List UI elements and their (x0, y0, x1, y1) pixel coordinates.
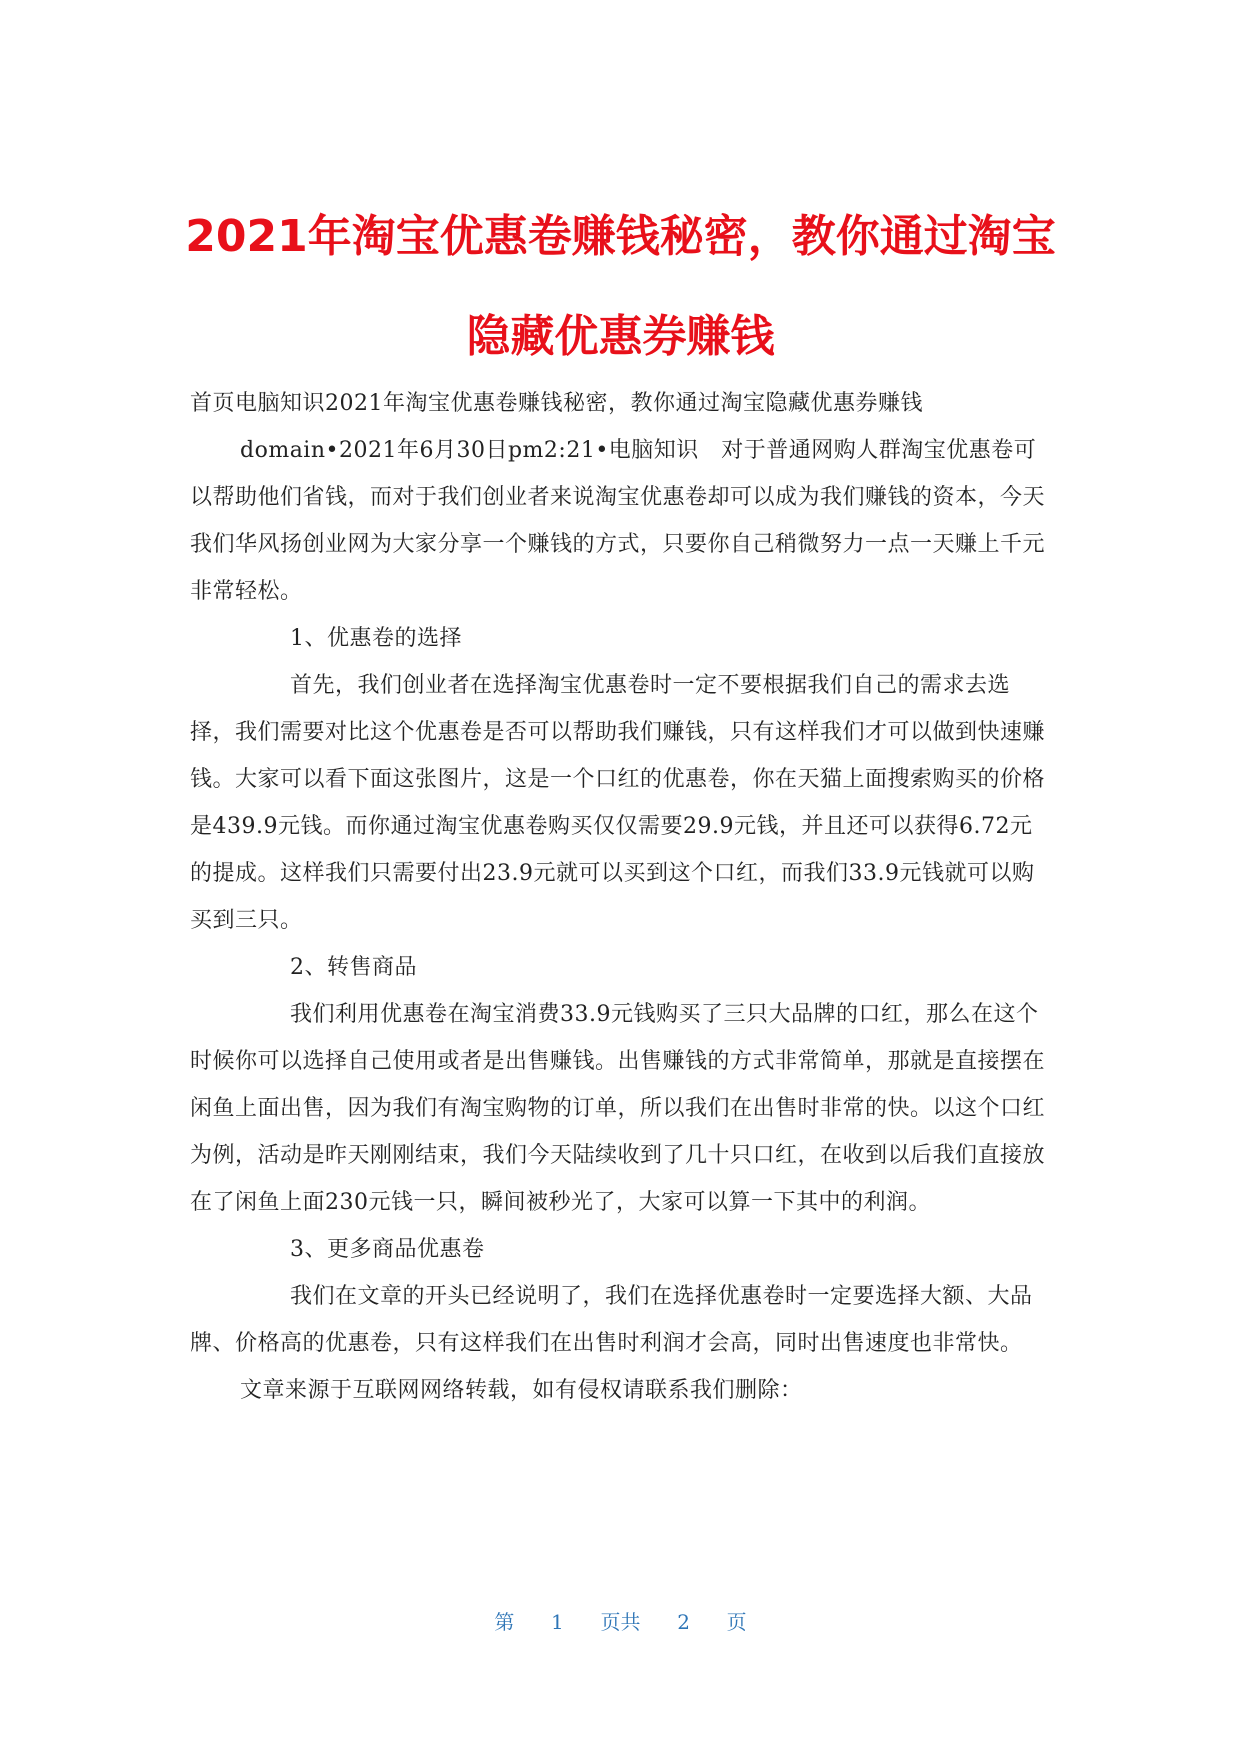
breadcrumb-paragraph: 首页电脑知识2021年淘宝优惠卷赚钱秘密，教你通过淘宝隐藏优惠券赚钱 (190, 391, 923, 416)
footer-total-pages: 2 (677, 1610, 690, 1634)
footer-middle: 页共 (600, 1610, 641, 1634)
section-2-paragraph: 我们利用优惠卷在淘宝消费33.9元钱购买了三只大品牌的口红，那么在这个时候你可以选择自己使用或者是出售赚钱。出售赚钱的方式非常简单，那就是直接摆在闲鱼上面出售，因为我们有淘宝购物的订单，所以我们在出售时非常的快。以这个口红为例，活动是昨天刚刚结束，我们今天陆续收到了几十只口红，在收到以后我们直接放在了闲鱼上面230元钱一只，瞬间被秒光了，大家可以算一下其中的利润。 (190, 1002, 1046, 1215)
footer-suffix: 页 (726, 1610, 747, 1634)
intro-paragraph: domain•2021年6月30日pm2:21•电脑知识 对于普通网购人群淘宝优惠卷可以帮助他们省钱，而对于我们创业者来说淘宝优惠卷却可以成为我们赚钱的资本，今天我们华风扬创业网为大家分享一个赚钱的方式，只要你自己稍微努力一点一天赚上千元非常轻松。 (190, 438, 1046, 604)
section-heading-3: 3、更多商品优惠卷 (290, 1237, 485, 1262)
section-1-paragraph: 首先，我们创业者在选择淘宝优惠卷时一定不要根据我们自己的需求去选择，我们需要对比这个优惠卷是否可以帮助我们赚钱，只有这样我们才可以做到快速赚钱。大家可以看下面这张图片，这是一个口红的优惠卷，你在天猫上面搜索购买的价格是439.9元钱。而你通过淘宝优惠卷购买仅仅需要29.9元钱，并且还可以获得6.72元的提成。这样我们只需要付出23.9元就可以买到这个口红，而我们33.9元钱就可以购买到三只。 (190, 673, 1046, 933)
section-3-paragraph: 我们在文章的开头已经说明了，我们在选择优惠卷时一定要选择大额、大品牌、价格高的优惠卷，只有这样我们在出售时利润才会高，同时出售速度也非常快。 (190, 1284, 1033, 1356)
section-heading-2: 2、转售商品 (290, 955, 417, 980)
section-heading-1: 1、优惠卷的选择 (290, 626, 462, 651)
page-number-footer (0, 1606, 1241, 1635)
footer-current-page: 1 (551, 1610, 564, 1634)
document-title-line-1: 2021年淘宝优惠卷赚钱秘密，教你通过淘宝 (185, 211, 1056, 262)
footer-prefix: 第 (494, 1610, 515, 1634)
document-body (190, 380, 1050, 1414)
source-note-paragraph: 文章来源于互联网网络转载，如有侵权请联系我们删除： (240, 1378, 803, 1403)
document-title-line-2: 隐藏优惠券赚钱 (466, 311, 775, 362)
